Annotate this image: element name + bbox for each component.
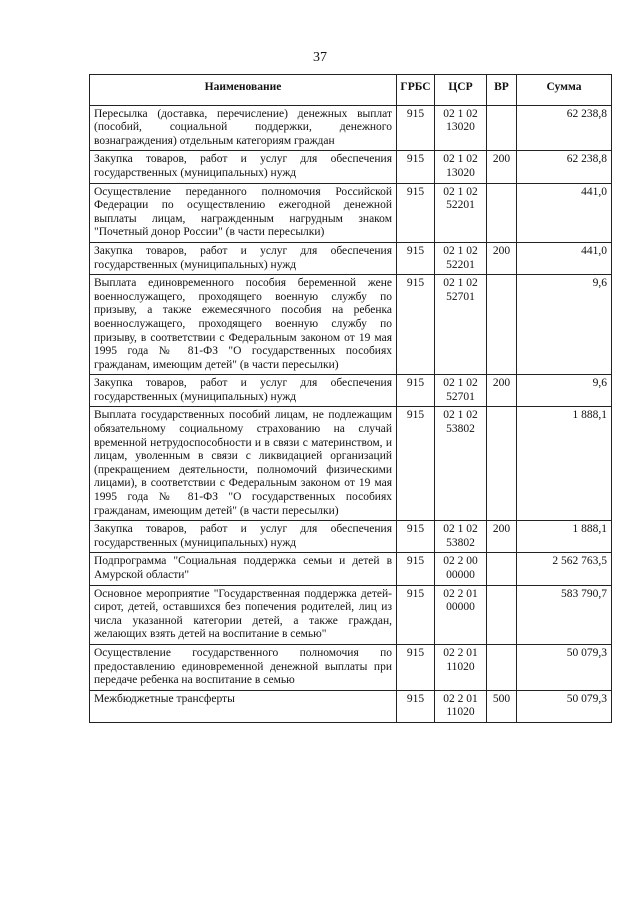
row-grbs: 915 [397,521,435,553]
row-csr: 02 2 01 11020 [435,644,487,690]
row-sum: 1 888,1 [517,407,612,521]
table-row [90,275,612,375]
row-vr [487,407,517,521]
row-name: Основное мероприятие "Государственная поддержка детей-сирот, детей, оставшихся без попечения родителей, лиц из числа указанной категории детей, а также граждан, желающих взять детей на воспитание в семью" [90,585,397,644]
header-grbs: ГРБС [397,75,435,106]
row-name: Осуществление переданного полномочия Российской Федерации по осуществлению ежегодной денежной выплаты лицам, награжденным нагрудным знаком "Почетный донор России" (в части пересылки) [90,183,397,242]
budget-table [89,74,612,723]
row-csr: 02 1 02 13020 [435,151,487,183]
table-row [90,644,612,690]
header-sum: Сумма [517,75,612,106]
header-row [90,75,612,106]
row-name: Осуществление государственного полномочия по предоставлению единовременной денежной выплаты при передаче ребенка на воспитание в семью [90,644,397,690]
row-grbs: 915 [397,375,435,407]
page-number: 37 [313,50,327,65]
table-row [90,242,612,274]
row-csr: 02 1 02 53802 [435,407,487,521]
row-csr: 02 1 02 52701 [435,275,487,375]
row-grbs: 915 [397,151,435,183]
row-vr: 200 [487,375,517,407]
row-grbs: 915 [397,553,435,585]
row-sum: 62 238,8 [517,105,612,151]
row-vr [487,105,517,151]
row-sum: 50 079,3 [517,644,612,690]
table-row [90,690,612,722]
row-name: Выплата государственных пособий лицам, не подлежащим обязательному социальному страхованию на случай временной нетрудоспособности и в связи с материнством, и лицам, уволенным в связи с ликвидацией организаций (прекращением деятельности, полномочий физическими лицами), в соответствии с Федеральным законом от 19 мая 1995 года № 81-ФЗ "О государственных пособиях гражданам, имеющим детей" (в части пересылки) [90,407,397,521]
row-name: Межбюджетные трансферты [90,690,397,722]
row-name: Пересылка (доставка, перечисление) денежных выплат (пособий, социальной поддержки, денежного вознаграждения) отдельным категориям граждан [90,105,397,151]
row-csr: 02 1 02 52701 [435,375,487,407]
row-grbs: 915 [397,690,435,722]
row-csr: 02 2 01 00000 [435,585,487,644]
header-csr: ЦСР [435,75,487,106]
header-name: Наименование [90,75,397,106]
row-csr: 02 2 00 00000 [435,553,487,585]
row-csr: 02 1 02 13020 [435,105,487,151]
row-grbs: 915 [397,183,435,242]
row-name: Выплата единовременного пособия беременной жене военнослужащего, проходящего военную службу по призыву, а также ежемесячного пособия на ребенка военнослужащего, проходящего военную службу по призыву, в соответствии с Федеральным законом от 19 мая 1995 года № 81-ФЗ "О государственных пособиях гражданам, имеющим детей" (в части пересылки) [90,275,397,375]
table-row [90,521,612,553]
table-row [90,407,612,521]
row-csr: 02 1 02 52201 [435,242,487,274]
row-name: Закупка товаров, работ и услуг для обеспечения государственных (муниципальных) нужд [90,521,397,553]
table-row [90,585,612,644]
row-sum: 50 079,3 [517,690,612,722]
row-vr [487,553,517,585]
row-vr [487,585,517,644]
row-sum: 583 790,7 [517,585,612,644]
row-sum: 62 238,8 [517,151,612,183]
row-vr [487,275,517,375]
table-row [90,183,612,242]
row-grbs: 915 [397,585,435,644]
table-header [90,75,612,106]
row-sum: 2 562 763,5 [517,553,612,585]
row-grbs: 915 [397,275,435,375]
row-vr: 200 [487,242,517,274]
row-vr [487,183,517,242]
table-row [90,105,612,151]
row-name: Закупка товаров, работ и услуг для обеспечения государственных (муниципальных) нужд [90,151,397,183]
row-name: Подпрограмма "Социальная поддержка семьи и детей в Амурской области" [90,553,397,585]
row-grbs: 915 [397,407,435,521]
table-body [90,105,612,722]
table-row [90,151,612,183]
table-row [90,553,612,585]
row-sum: 441,0 [517,242,612,274]
row-grbs: 915 [397,644,435,690]
row-grbs: 915 [397,105,435,151]
row-name: Закупка товаров, работ и услуг для обеспечения государственных (муниципальных) нужд [90,375,397,407]
row-csr: 02 2 01 11020 [435,690,487,722]
table-row [90,375,612,407]
row-csr: 02 1 02 52201 [435,183,487,242]
row-sum: 9,6 [517,275,612,375]
row-sum: 1 888,1 [517,521,612,553]
header-vr: ВР [487,75,517,106]
row-sum: 9,6 [517,375,612,407]
row-sum: 441,0 [517,183,612,242]
row-csr: 02 1 02 53802 [435,521,487,553]
row-vr [487,644,517,690]
row-name: Закупка товаров, работ и услуг для обеспечения государственных (муниципальных) нужд [90,242,397,274]
row-grbs: 915 [397,242,435,274]
row-vr: 200 [487,521,517,553]
row-vr: 500 [487,690,517,722]
row-vr: 200 [487,151,517,183]
